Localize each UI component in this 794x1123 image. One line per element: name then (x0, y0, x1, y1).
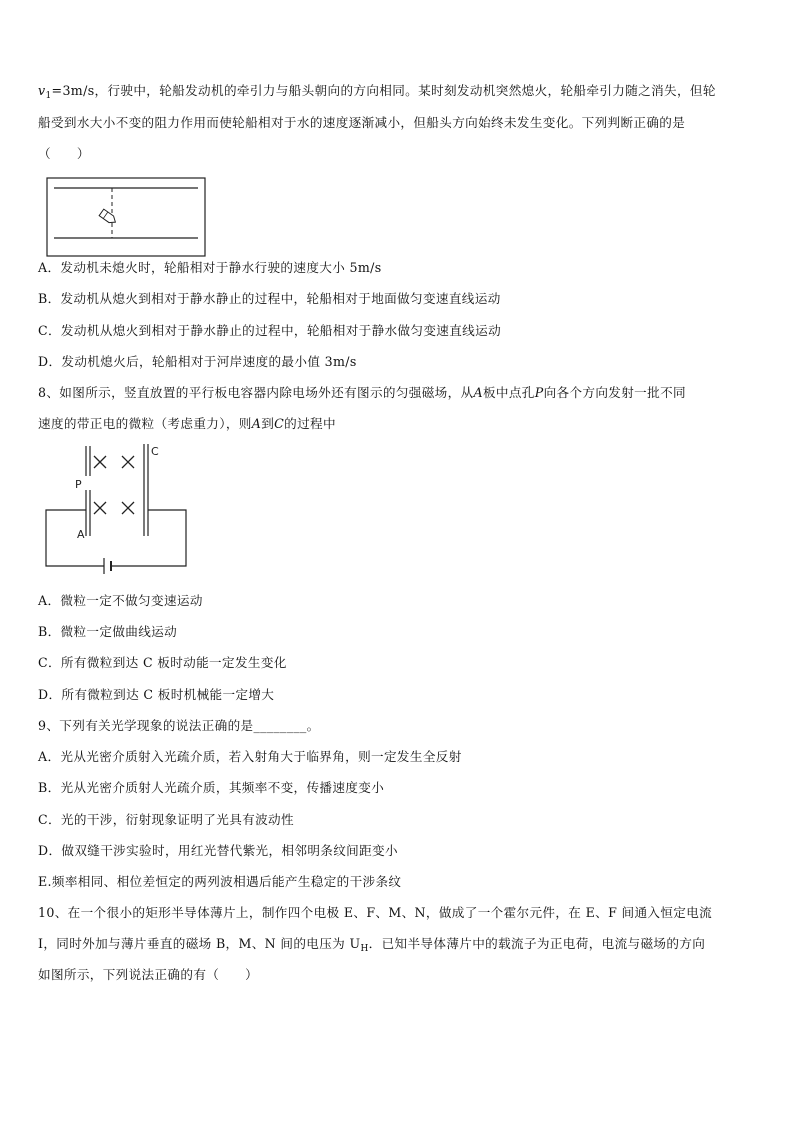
q7-option-d: D．发动机熄火后，轮船相对于河岸速度的最小值 3m/s (38, 354, 357, 369)
q7-option-a: A．发动机未熄火时，轮船相对于静水行驶的速度大小 5m/s (38, 260, 382, 275)
q8-option-b: B．微粒一定做曲线运动 (38, 624, 178, 639)
label-a: A (77, 528, 85, 541)
q7-answer-blank: （ ） (38, 146, 90, 161)
q8-stem-line-2: 速度的带正电的微粒（考虑重力），则A到C的过程中 (38, 416, 336, 431)
q9-option-b: B．光从光密介质射人光疏介质，其频率不变，传播速度变小 (38, 780, 385, 795)
q9-option-c: C．光的干涉，衍射现象证明了光具有波动性 (38, 812, 294, 827)
q10-stem-line-1: 10、在一个很小的矩形半导体薄片上，制作四个电极 E、F、M、N，做成了一个霍尔元件，在 E、F 间通入恒定电流 (38, 905, 713, 920)
q10-stem-line-2: I，同时外加与薄片垂直的磁场 B，M、N 间的电压为 $U_H$．已知半导体薄片中的载流子为正电荷，电流与磁场的方向 (38, 936, 706, 954)
q7-option-b: B．发动机从熄火到相对于静水静止的过程中，轮船相对于地面做匀变速直线运动 (38, 291, 501, 306)
q9-stem: 9、下列有关光学现象的说法正确的是________。 (38, 718, 320, 733)
q10-stem-line-3: 如图所示，下列说法正确的有（ ） (38, 967, 259, 982)
q8-option-a: A．微粒一定不做匀变速运动 (38, 593, 203, 608)
capacitor-circuit-figure (40, 440, 190, 580)
q7-stem-line-1: $v_1=3m/s$，行驶中，轮船发动机的牵引力与船头朝向的方向相同。某时刻发动机突然熄火，轮船牵引力随之消失，但轮 (38, 83, 716, 101)
q9-option-e: E.频率相同、相位差恒定的两列波相遇后能产生稳定的干涉条纹 (38, 874, 402, 889)
label-c: C (151, 445, 159, 458)
river-boat-figure (46, 177, 208, 259)
q8-option-d: D．所有微粒到达 C 板时机械能一定增大 (38, 687, 275, 702)
q9-option-d: D．做双缝干涉实验时，用红光替代紫光，相邻明条纹间距变小 (38, 843, 398, 858)
magnetic-field-crosses (94, 456, 134, 514)
figure-border (47, 178, 205, 256)
boat-icon (99, 209, 118, 225)
label-p: P (75, 478, 82, 491)
circuit-wire-left (46, 510, 104, 566)
q7-stem-line-2: 船受到水大小不变的阻力作用而使轮船相对于水的速度逐渐减小，但船头方向始终未发生变化。下列判断正确的是 (38, 115, 686, 130)
q8-option-c: C．所有微粒到达 C 板时动能一定发生变化 (38, 655, 287, 670)
q8-stem-line-1: 8、如图所示，竖直放置的平行板电容器内除电场外还有图示的匀强磁场，从A板中点孔P向各个方向发射一批不同 (38, 385, 686, 400)
circuit-wire-right (112, 510, 186, 566)
q7-option-c: C．发动机从熄火到相对于静水静止的过程中，轮船相对于静水做匀变速直线运动 (38, 323, 502, 338)
q9-option-a: A．光从光密介质射入光疏介质，若入射角大于临界角，则一定发生全反射 (38, 749, 462, 764)
